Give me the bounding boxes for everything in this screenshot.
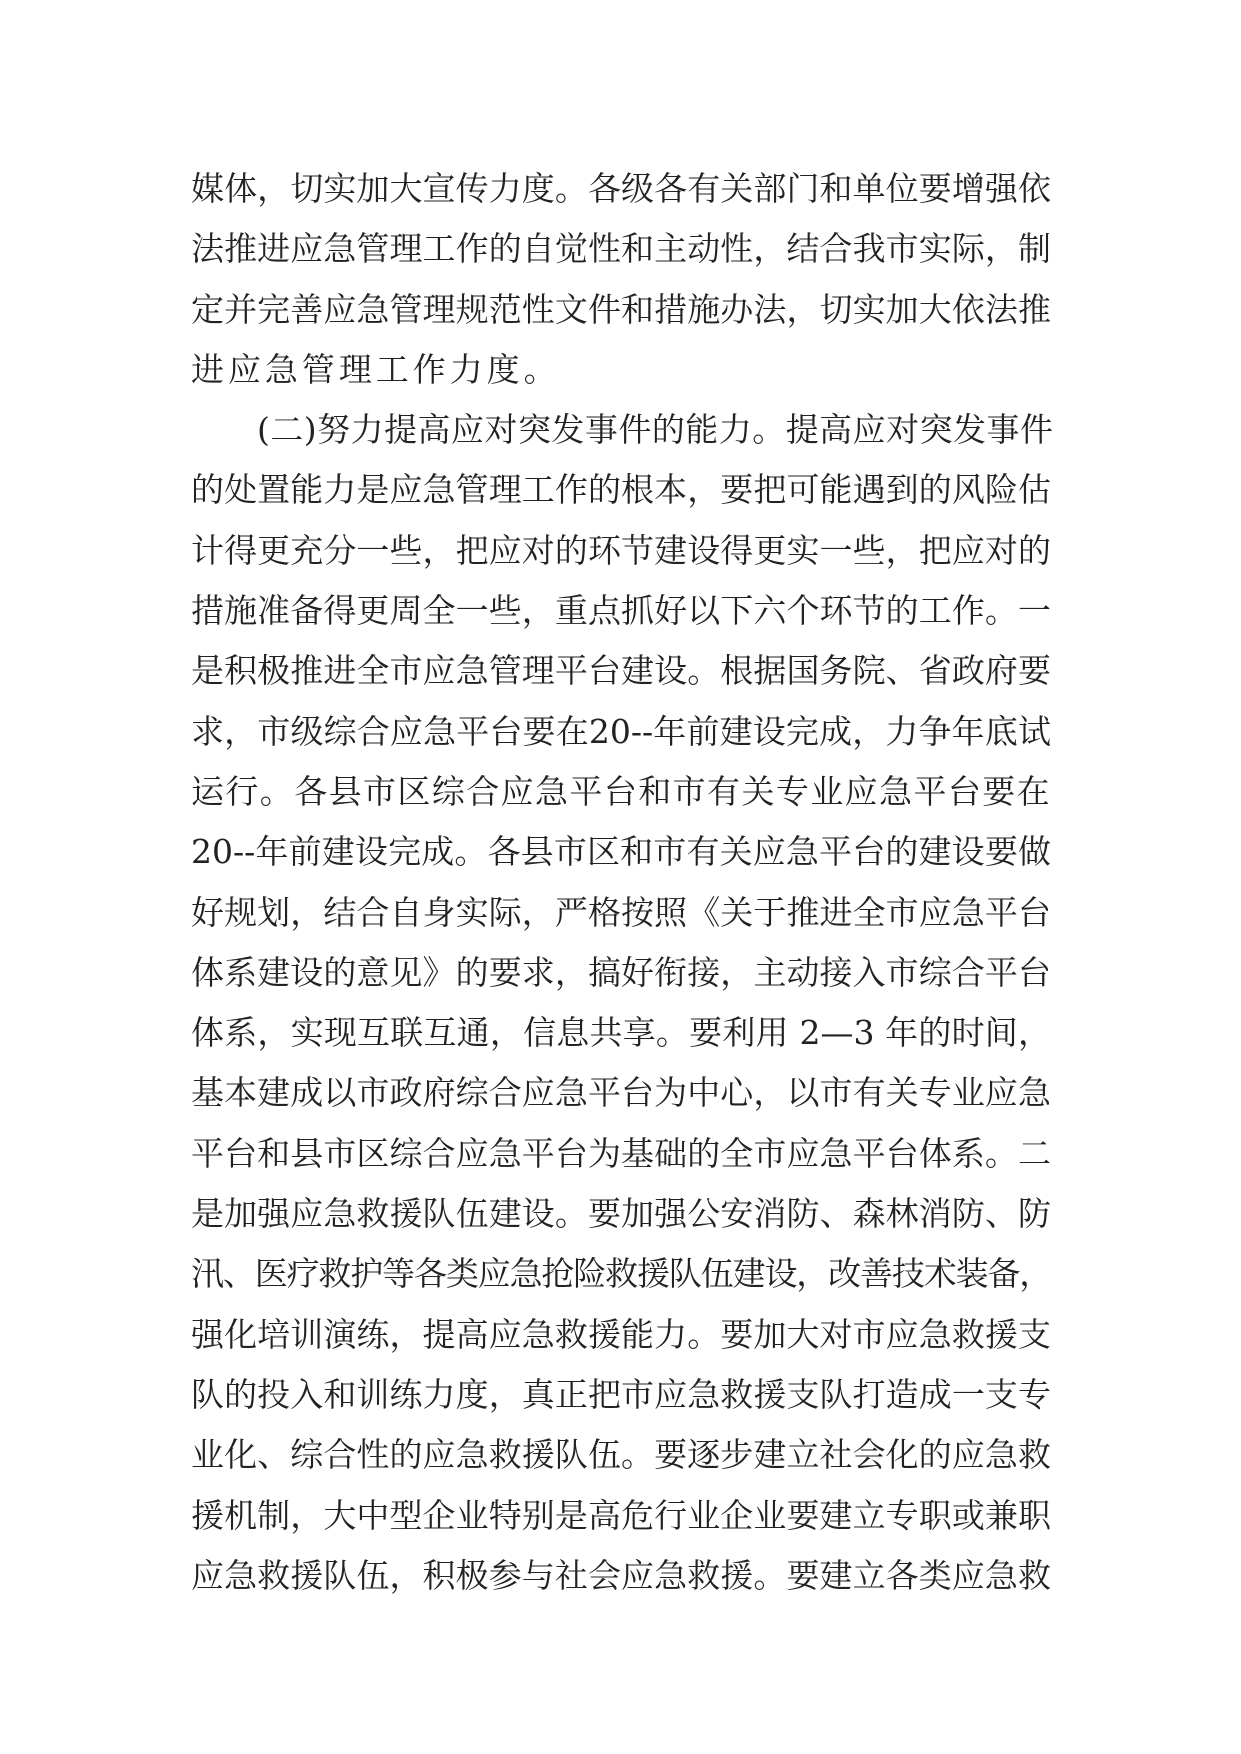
text-line: 体系建设的意见》的要求，搞好衔接，主动接入市综合平台	[191, 952, 1051, 992]
text-line: 汛、医疗救护等各类应急抢险救援队伍建设，改善技术装备，	[191, 1254, 1051, 1294]
text-line: 是加强应急救援队伍建设。要加强公安消防、森林消防、防	[191, 1194, 1051, 1234]
text-line: 应急救援队伍，积极参与社会应急救援。要建立各类应急救	[191, 1555, 1051, 1595]
paragraph-first-line: (二)努力提高应对突发事件的能力。提高应对突发事件	[257, 410, 1051, 450]
text-line: 运行。各县市区综合应急平台和市有关专业应急平台要在	[191, 771, 1051, 811]
text-line: 是积极推进全市应急管理平台建设。根据国务院、省政府要	[191, 651, 1051, 691]
text-line: 定并完善应急管理规范性文件和措施办法，切实加大依法推	[191, 289, 1051, 329]
text-line: 的处置能力是应急管理工作的根本，要把可能遇到的风险估	[191, 470, 1051, 510]
text-line: 强化培训演练，提高应急救援能力。要加大对市应急救援支	[191, 1314, 1051, 1354]
text-line: 好规划，结合自身实际，严格按照《关于推进全市应急平台	[191, 892, 1051, 932]
text-line: 体系，实现互联互通，信息共享。要利用 2—3 年的时间，	[191, 1013, 1051, 1053]
text-line: 求，市级综合应急平台要在20--年前建设完成，力争年底试	[191, 711, 1051, 751]
text-line: 进应急管理工作力度。	[191, 349, 561, 389]
text-line: 援机制，大中型企业特别是高危行业企业要建立专职或兼职	[191, 1495, 1051, 1535]
text-line: 20--年前建设完成。各县市区和市有关应急平台的建设要做	[191, 832, 1051, 872]
text-line: 平台和县市区综合应急平台为基础的全市应急平台体系。二	[191, 1133, 1051, 1173]
text-line: 计得更充分一些，把应对的环节建设得更实一些，把应对的	[191, 530, 1051, 570]
text-line: 媒体，切实加大宣传力度。各级各有关部门和单位要增强依	[191, 169, 1051, 208]
text-line: 法推进应急管理工作的自觉性和主动性，结合我市实际，制	[191, 229, 1051, 269]
text-line: 措施准备得更周全一些，重点抓好以下六个环节的工作。一	[191, 591, 1051, 631]
text-line: 队的投入和训练力度，真正把市应急救援支队打造成一支专	[191, 1374, 1051, 1414]
text-line: 业化、综合性的应急救援队伍。要逐步建立社会化的应急救	[191, 1435, 1051, 1475]
body-text	[191, 159, 1051, 1606]
text-line: 基本建成以市政府综合应急平台为中心，以市有关专业应急	[191, 1073, 1051, 1113]
